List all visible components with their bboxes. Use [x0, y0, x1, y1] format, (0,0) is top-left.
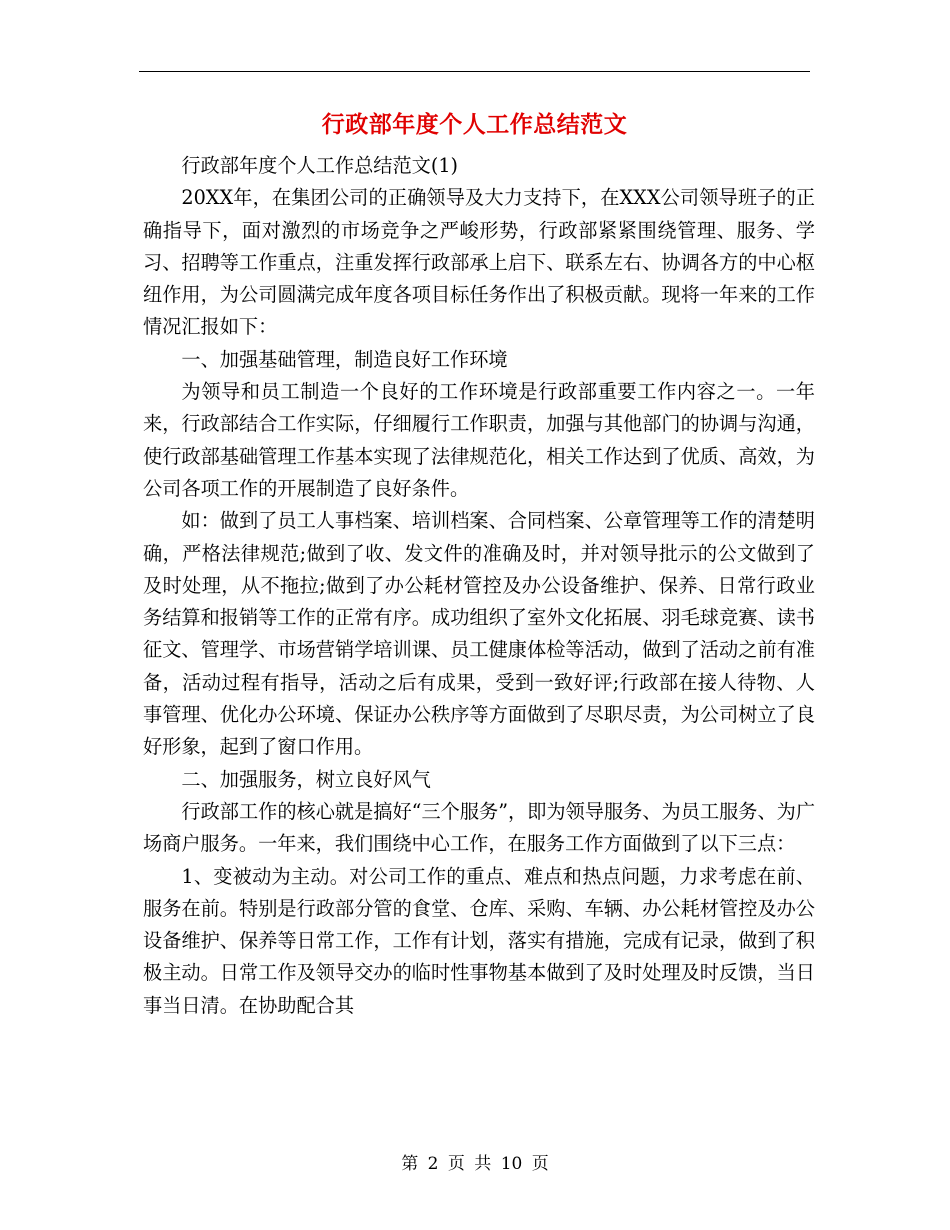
paragraph-point-1: 1、变被动为主动。对公司工作的重点、难点和热点问题，力求考虑在前、服务在前。特别是行政部分管的食堂、仓库、采购、车辆、办公耗材管控及办公设备维护、保养等日常工作，工作有计划，落实有措施，完成有记录，做到了积极主动。日常工作及领导交办的临时性事物基本做到了及时处理及时反馈，当日事当日清。在协助配合其	[143, 864, 815, 1017]
paragraph-intro: 20XX年，在集团公司的正确领导及大力支持下，在XXX公司领导班子的正确指导下，面对激烈的市场竞争之严峻形势，行政部紧紧围绕管理、服务、学习、招聘等工作重点，注重发挥行政部承上启下、联系左右、协调各方的中心枢纽作用，为公司圆满完成年度各项目标任务作出了积极贡献。现将一年来的工作情况汇报如下：	[143, 186, 815, 339]
paragraph-section-1: 为领导和员工制造一个良好的工作环境是行政部重要工作内容之一。一年来，行政部结合工作实际，仔细履行工作职责，加强与其他部门的协调与沟通，使行政部基础管理工作基本实现了法律规范化，相关工作达到了优质、高效，为公司各项工作的开展制造了良好条件。	[143, 380, 815, 500]
header-rule	[139, 71, 810, 72]
paragraph-examples: 如：做到了员工人事档案、培训档案、合同档案、公章管理等工作的清楚明确，严格法律规范;做到了收、发文件的准确及时，并对领导批示的公文做到了及时处理，从不拖拉;做到了办公耗材管控及办公设备维护、保养、日常行政业务结算和报销等工作的正常有序。成功组织了室外文化拓展、羽毛球竞赛、读书征文、管理学、市场营销学培训课、员工健康体检等活动，做到了活动之前有准备，活动过程有指导，活动之后有成果，受到一致好评;行政部在接人待物、人事管理、优化办公环境、保证办公秩序等方面做到了尽职尽责，为公司树立了良好形象，起到了窗口作用。	[143, 509, 815, 759]
page-footer: 第 2 页 共 10 页	[401, 1154, 549, 1174]
paragraph-subtitle: 行政部年度个人工作总结范文(1)	[181, 154, 459, 177]
paragraph-section-2: 行政部工作的核心就是搞好“三个服务”，即为领导服务、为员工服务、为广场商户服务。一年来，我们围绕中心工作，在服务工作方面做到了以下三点：	[143, 799, 816, 856]
section-heading-2: 二、加强服务，树立良好风气	[181, 767, 431, 791]
document-body	[143, 150, 815, 1022]
document-title: 行政部年度个人工作总结范文	[321, 111, 628, 138]
section-heading-1: 一、加强基础管理，制造良好工作环境	[181, 347, 508, 371]
